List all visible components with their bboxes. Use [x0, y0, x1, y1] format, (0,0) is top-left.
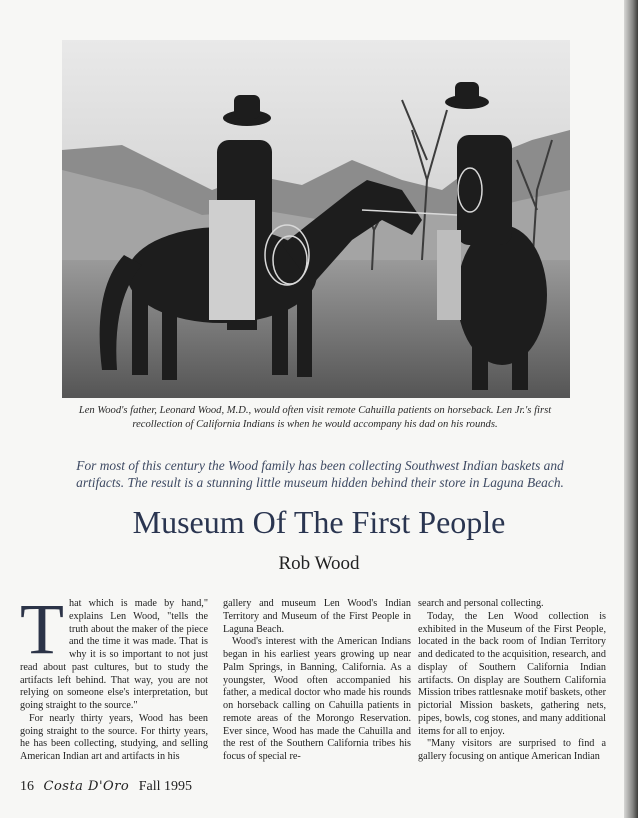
body-paragraph: search and personal collecting. [418, 598, 544, 609]
body-column-1 [20, 589, 208, 764]
issue-date: Fall 1995 [138, 779, 193, 794]
photo-illustration [62, 40, 570, 398]
page-edge [624, 0, 638, 818]
body-column-2 [223, 598, 411, 764]
body-paragraph: gallery and museum Len Wood's Indian Territory and Museum of the First People in Laguna Beach. [223, 598, 411, 635]
magazine-name: Costa D'Oro [43, 779, 130, 794]
page-number: 16 [20, 779, 34, 794]
article-author: Rob Wood [278, 553, 360, 574]
article-deck: For most of this century the Wood family has been collecting Southwest Indian baskets and artifacts. The result is a stunning little museum hidden behind their store in Laguna Beach. [76, 458, 564, 490]
body-paragraph: For nearly thirty years, Wood has been going straight to the source. For thirty years, he has been collecting, studying, and selling American Indian art and artifacts in his [20, 712, 208, 762]
article-title: Museum Of The First People [132, 504, 506, 540]
body-column-3 [418, 598, 606, 764]
horseback-photo [62, 40, 570, 398]
body-paragraph: Wood's interest with the American Indians began in his earliest years growing up near Palm Springs, in Banning, California. As a youngster, Wood often accompanied his father, a medical doctor who made his rounds on horseback calling on Cahuilla patients in remote areas of the Morongo Reservation. Ever since, Wood has made the Cahuilla and the rest of the Southern California tribes his focus of special re- [223, 636, 411, 762]
photo-caption: Len Wood's father, Leonard Wood, M.D., would often visit remote Cahuilla patients on horseback. Len Jr.'s first recollection of California Indians is when he would accompany his dad on his rounds. [78, 405, 552, 430]
body-paragraph: hat which is made by hand," explains Len Wood, "tells the truth about the maker of the piece and the time it was made. That is why it is so important to not just read about past cultures, but to study the artifacts left behind. That way, you are not relying on someone else's interpretation, but going straight to the source." [20, 598, 208, 711]
body-paragraph: "Many visitors are surprised to find a gallery focusing on antique American Indian [418, 738, 606, 762]
drop-cap: T [20, 589, 64, 669]
page-footer [20, 777, 198, 797]
body-paragraph: Today, the Len Wood collection is exhibited in the Museum of the First People, located in the back room of Indian Territory and dedicated to the acquisition, research, and display of Southern California Indian artifacts. On display are Southern California Mission tribes rattlesnake motif baskets, other pictorial Mission baskets, gathering nets, pipes, bowls, cog stones, and many additional items for all to enjoy. [418, 610, 606, 737]
